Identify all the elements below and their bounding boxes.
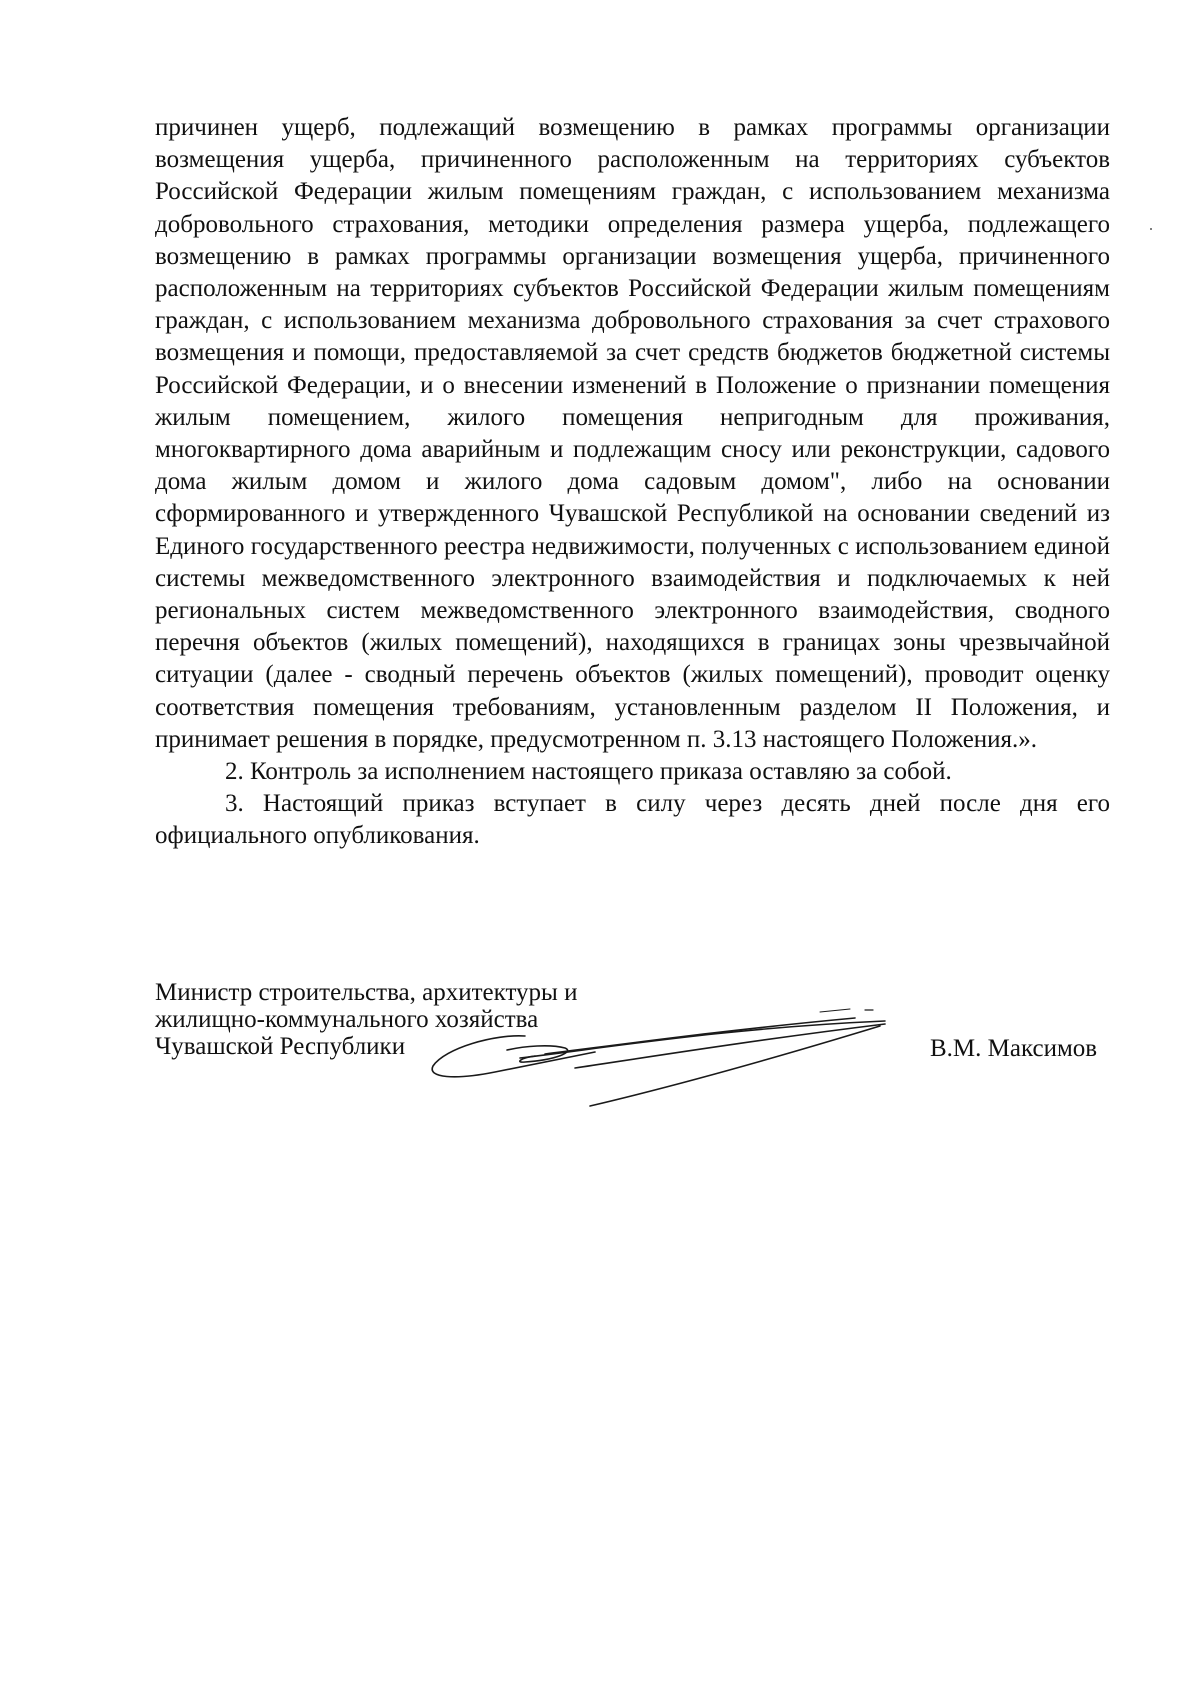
scan-speck	[1150, 228, 1152, 230]
paragraph-3: 3. Настоящий приказ вступает в силу через десять дней после дня его официального опубликования.	[155, 790, 1110, 850]
handwritten-signature	[425, 1008, 895, 1108]
paragraph-2: 2. Контроль за исполнением настоящего приказа оставляю за собой.	[225, 758, 952, 786]
signatory-name: В.М. Максимов	[930, 1035, 1098, 1062]
position-line-3: Чувашской Республики	[155, 1033, 406, 1060]
position-line-1: Министр строительства, архитектуры и	[155, 979, 578, 1006]
position-line-2: жилищно-коммунального хозяйства	[155, 1006, 539, 1033]
paragraph-continuation: причинен ущерб, подлежащий возмещению в рамках программы организации возмещения ущерба, причиненного расположенным на территориях субъектов Российской Федерации жилым помещениям граждан, с использованием механизма добровольного страхования, методики определения размера ущерба, подлежащего возмещению в рамках программы организации возмещения ущерба, причиненного расположенным на территориях субъектов Российской Федерации жилым помещениям граждан, с использованием механизма добровольного страхования за счет страхового возмещения и помощи, предоставляемой за счет средств бюджетов бюджетной системы Российской Федерации, и о внесении изменений в Положение о признании помещения жилым помещением, жилого помещения непригодным для проживания, многоквартирного дома аварийным и подлежащим сносу или реконструкции, садового дома жилым домом и жилого дома садовым домом", либо на основании сформированного и утвержденного Чувашской Республикой на основании сведений из Единого государственного реестра недвижимости, полученных с использованием единой системы межведомственного электронного взаимодействия и подключаемых к ней региональных систем межведомственного электронного взаимодействия, сводного перечня объектов (жилых помещений), находящихся в границах зоны чрезвычайной ситуации (далее - сводный перечень объектов (жилых помещений), проводит оценку соответствия помещения требованиям, установленным разделом II Положения, и принимает решения в порядке, предусмотренном п. 3.13 настоящего Положения.».	[155, 114, 1110, 753]
document-body	[155, 112, 1110, 853]
